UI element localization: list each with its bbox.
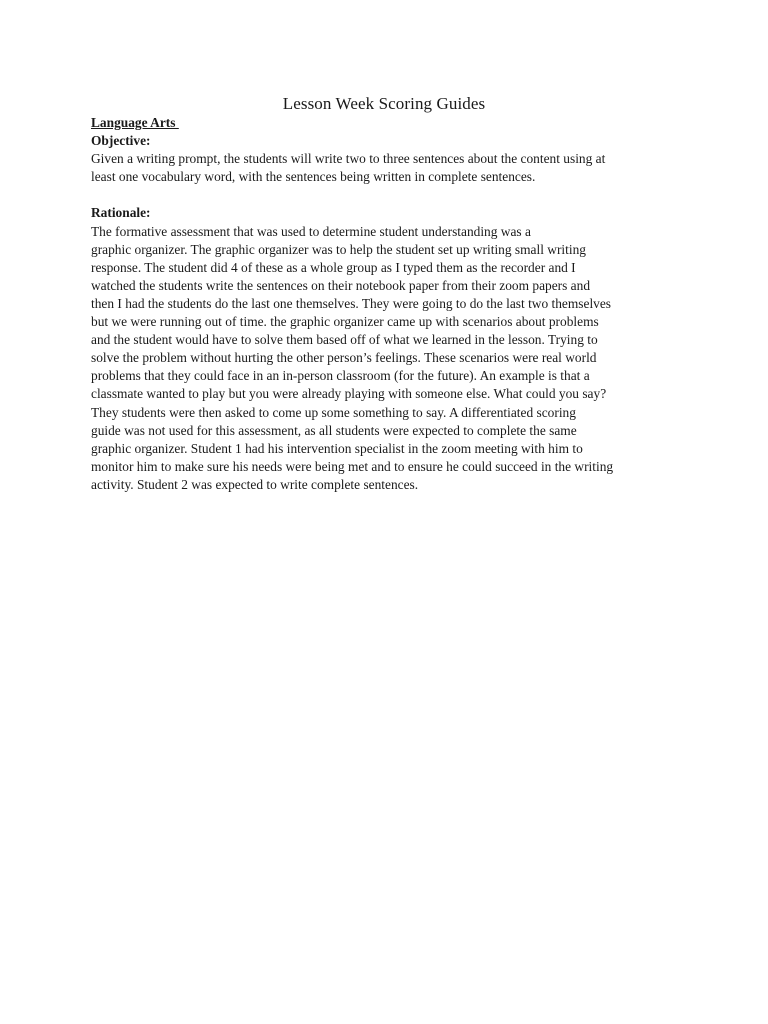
paragraph-spacer — [91, 186, 691, 204]
document-title: Lesson Week Scoring Guides — [282, 94, 486, 113]
rationale-line: but we were running out of time. the graphic organizer came up with scenarios about problems — [91, 314, 599, 330]
rationale-line: watched the students write the sentences on their notebook paper from their zoom papers and — [91, 277, 591, 293]
rationale-line: problems that they could face in an in-person classroom (for the future). An example is that a — [91, 368, 590, 384]
rationale-line: response. The student did 4 of these as a whole group as I typed them as the recorder and I — [91, 259, 576, 275]
rationale-line: and the student would have to solve them based off of what we learned in the lesson. Trying to — [91, 332, 598, 348]
rationale-line: solve the problem without hurting the other person’s feelings. These scenarios were real world — [91, 350, 597, 366]
rationale-line: graphic organizer. Student 1 had his intervention specialist in the zoom meeting with him to — [91, 440, 583, 456]
rationale-line: guide was not used for this assessment, as all students were expected to complete the same — [91, 422, 577, 438]
objective-line: Given a writing prompt, the students will write two to three sentences about the content using at — [91, 151, 606, 167]
rationale-line: They students were then asked to come up some something to say. A differentiated scoring — [91, 404, 576, 420]
rationale-line: The formative assessment that was used to determine student understanding was a — [91, 223, 531, 239]
objective-paragraph — [91, 150, 691, 186]
objective-label: Objective: — [91, 133, 151, 149]
document-body — [91, 114, 691, 494]
rationale-paragraph — [91, 223, 691, 494]
rationale-line: activity. Student 2 was expected to write complete sentences. — [91, 476, 419, 492]
subject-heading: Language Arts — [91, 115, 179, 130]
rationale-line: classmate wanted to play but you were already playing with someone else. What could you say? — [91, 386, 607, 402]
rationale-line: monitor him to make sure his needs were being met and to ensure he could succeed in the writing — [91, 458, 614, 474]
rationale-line: graphic organizer. The graphic organizer was to help the student set up writing small writing — [91, 241, 586, 257]
objective-line: least one vocabulary word, with the sentences being written in complete sentences. — [91, 169, 536, 185]
rationale-line: then I had the students do the last one themselves. They were going to do the last two themselves — [91, 295, 612, 311]
rationale-label: Rationale: — [91, 205, 151, 221]
